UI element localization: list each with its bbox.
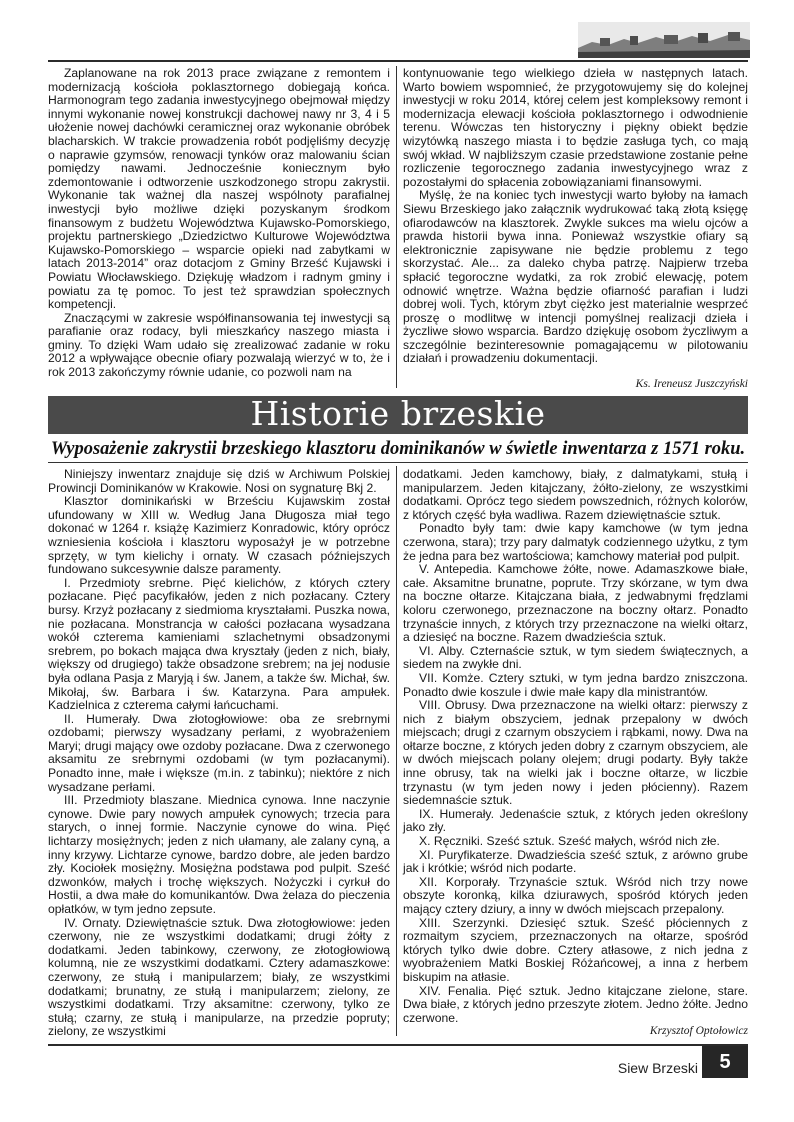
article2-paragraph: VIII. Obrusy. Dwa przeznaczone na wielki ołtarz: pierwszy z nich z białym obszyciem, jednak przepalony w dwóch miejscach; drugi z czarnym obszyciem i rąbkami, nowy. Dwa na ołtarze boczne, z których jeden dobry z czarnym obszyciem, ale w dwóch miejscach polany olejem; drugi podarty. Były także inne obrusy, tak na wielki jak i boczne ołtarze, w liczbie trzynastu (w tym jeden nowy i jeden płócienny). Razem siedemnaście sztuk. — [403, 698, 748, 808]
article2-column-left — [48, 468, 390, 1039]
article2-paragraph: III. Przedmioty blaszane. Miednica cynowa. Inne naczynie cynowe. Dwie pary nowych ampułek cynowych; trzecia para starych, o innej formie. Naczynie cynowe do wina. Pięć lichtarzy mosiężnych; jeden z nich ułamany, ale zalany cyną, a inny krzywy. Lichtarze cynowe, bardzo dobre, ale jeden bardzo zły. Kociołek mosiężny. Mosiężna podstawa pod pulpit. Sześć dzwonków, małych i trochę większych. Nożyczki i cyrkuł do Hostii, a dwa małe do komunikantów. Dwa żelaza do pieczenia opłatków, w tym jedno zepsute. — [48, 793, 390, 916]
article2-paragraph: Ponadto były tam: dwie kapy kamchowe (w tym jedna czerwona, stara); trzy pary dalmatyk codziennego użytku, z tym że jedna para bez wartościowa; kamchowy materiał pod pulpit. — [403, 521, 748, 563]
article2-paragraph: VI. Alby. Czternaście sztuk, w tym siedem świątecznych, a siedem na zwykłe dni. — [403, 643, 748, 672]
article2-paragraph: VII. Komże. Cztery sztuki, w tym jedna bardzo zniszczona. Ponadto dwie koszule i dwie małe kapy dla ministrantów. — [403, 670, 748, 699]
article2-paragraph: XI. Puryfikaterze. Dwadzieścia sześć sztuk, z arówno grube jak i krótkie; wśród nich podarte. — [403, 847, 748, 876]
article2-paragraph: IV. Ornaty. Dziewiętnaście sztuk. Dwa złotogłowiowe: jeden czerwony, nie ze wszystkimi dodatkami; drugi żółty z dodatkami. Jeden tabinkowy, czerwony, ze złotogłowiową kolumną, nie ze wszystkimi dodatkami. Cztery adamaszkowe: czerwony, ze stułą i manipularzem; biały, ze wszystkimi dodatkami; brunatny, ze stułą i manipularzem; zielony, ze wszystkimi dodatkami. Trzy aksamitne: czerwony, tylko ze stułą; czarny, ze stułą i manipularze, na przedzie popruty; zielony, ze wszystkimi — [48, 915, 390, 1039]
header-rule — [48, 60, 748, 62]
article2-paragraph: V. Antepedia. Kamchowe żółte, nowe. Adamaszkowe białe, całe. Aksamitne brunatne, poprute. Trzy skórzane, w tym dwa na boczne ołtarze. Kitajczana biała, z jedwabnymi frędzlami koloru czerwonego, przeznaczone na boczny ołtarz. Ponadto trzynaście innych, z których trzy przeznaczone na wielki ołtarz, a dziesięć na boczne. Razem dwadzieścia sztuk. — [403, 562, 748, 645]
article2-author: Krzysztof Optołowicz — [649, 1025, 748, 1037]
article1-paragraph: Znaczącymi w zakresie współfinansowania tej inwestycji są parafianie oraz rodacy, byli mieszkańcy naszego miasta i gminy. To dzięki Wam udało się zrealizować zadanie w roku 2012 a wpływające obecnie ofiary pozwalają wierzyć w to, że i rok 2013 zakończymy równie udanie, co pozwoli nam na — [48, 310, 390, 380]
landscape-photo-icon — [578, 22, 750, 58]
article2-paragraph: X. Ręczniki. Sześć sztuk. Sześć małych, wśród nich złe. — [419, 834, 720, 849]
column-divider — [396, 66, 397, 388]
footer-rule — [48, 1044, 748, 1046]
section-banner — [48, 396, 748, 434]
article1-paragraph: kontynuowanie tego wielkiego dzieła w następnych latach. Warto bowiem wspomnieć, że przygotowujemy się do kolejnej inwestycji w roku 2014, której celem jest kompleksowy remont i modernizacja elewacji kościoła poklasztornego i odwodnienie terenu. Wówczas ten historyczny i piękny obiekt będzie wizytówką naszego miasta i to będzie zasługa tych, co mają swój wkład. W najbliższym czasie przedstawione zostanie pełne rozliczenie tegorocznego zadania inwestycyjnego wraz z pozostałymi do spłacenia zobowiązaniami finansowymi. — [403, 66, 748, 189]
header-photo-strip — [578, 22, 750, 58]
article1-paragraph: Zaplanowane na rok 2013 prace związane z remontem i modernizacją kościoła poklasztornego dobiegają końca. Harmonogram tego zadania inwestycyjnego obejmował między innymi wykonanie nowej konstrukcji dachowej nawy nr 3, 4 i 5 ułożenie nowej dachówki ceramicznej oraz wykonanie obróbek blacharskich. W trakcie prowadzenia robót podjęliśmy decyzję o naprawie gzymsów, renowacji tynków oraz malowaniu ścian pomiędzy nawami. Jednocześnie koniecznym było zdemontowanie i odtworzenie uszkodzonego stropu zakrystii. Wykonanie tak ważnej dla naszej wspólnoty parafialnej inwestycji było możliwe dzięki pozyskanym środkom finansowym z budżetu Województwa Kujawsko-Pomorskiego, projektu partnerskiego „Dziedzictwo Kulturowe Województwa Kujawsko-Pomorskiego – wsparcie opieki nad zabytkami w latach 2013-2014” oraz dotacjom z Gminy Brześć Kujawski i Powiatu Włocławskiego. Dziękuję władzom i radnym gminy i powiatu za tę pomoc. To jest też sprawdzian społecznych kompetencji. — [48, 66, 390, 312]
article1-column-right — [403, 67, 748, 366]
article2-paragraph: dodatkami. Jeden kamchowy, biały, z dalmatykami, stułą i manipularzem. Jeden kitajczany, żółto-zielony, ze wszystkimi dodatkami. Oprócz tego siedem powszednich, różnych kolorów, z których część była wadliwa. Razem dziewiętnaście sztuk. — [403, 467, 748, 522]
article1-paragraph: Myślę, że na koniec tych inwestycji warto byłoby na łamach Siewu Brzeskiego jako załącznik wydrukować taką złotą księgę ofiarodawców na klasztorek. Zwykle sukces ma wielu ojców a prawda historii bywa inna. Ponieważ wszystkie ofiary są elektronicznie zapisywane nie będzie problemu z tego skorzystać. Ale... za daleko chyba patrzę. Najpierw trzeba spłacić tegoroczne wydatki, za rok zrobić elewację, potem odnowić wnętrze. Ważna będzie ofiarność parafian i ludzi dobrej woli. Tych, którym zbyt ciężko jest materialnie wesprzeć proszę o modlitwę w intencji pomyślnej realizacji dzieła i życzliwe słowo wsparcia. Bardzo dziękuję osobom życzliwym a szczególnie bezinteresownie pomagającemu w pilotowaniu działań i prowadzeniu dokumentacji. — [403, 188, 748, 366]
page-number: 5 — [702, 1046, 748, 1078]
article2-column-right — [403, 468, 748, 1025]
section-title: Historie brzeskie — [250, 394, 546, 433]
article2-paragraph: II. Humerały. Dwa złotogłowiowe: oba ze srebrnymi ozdobami; pierwszy wysadzany perłami, z wyobrażeniem Maryi; drugi mający owe ozdoby pozłacane. Dwa z czerwonego aksamitu ze srebrnymi ozdobami (w tym pozłacanymi). Ponadto inne, małe i większe (m.in. z tabinku); niektóre z nich wysadzane perłami. — [48, 711, 390, 794]
article2-paragraph: XII. Korporały. Trzynaście sztuk. Wśród nich trzy nowe obszyte koronką, kilka dziurawych, spośród których jeden mający cztery dziury, a inny w dwóch miejscach przepalony. — [403, 874, 748, 916]
subtitle-rule — [48, 462, 748, 463]
article1-column-left — [48, 67, 390, 380]
article2-paragraph: Niniejszy inwentarz znajduje się dziś w Archiwum Polskiej Prowincji Dominikanów w Krakowie. Nosi on sygnaturę Bkj 2. — [48, 467, 390, 495]
article2-subtitle: Wyposażenie zakrystii brzeskiego klasztoru dominikanów w świetle inwentarza z 1571 roku. — [50, 439, 746, 459]
article2-paragraph: IX. Humerały. Jedenaście sztuk, z których jeden określony jako zły. — [403, 806, 748, 835]
column-divider — [396, 466, 397, 1036]
article2-paragraph: Klasztor dominikański w Brześciu Kujawskim został ufundowany w XIII w. Według Jana Długosza miał tego dokonać w 1264 r. książę Kazimierz Konradowic, który oprócz wzniesienia kościoła i klasztoru wyposażył je w potrzebne sprzęty, w tym kielichy i ornaty. W czasach późniejszych fundowano sukcesywnie dalsze paramenty. — [48, 494, 390, 577]
footer-publication-name: Siew Brzeski — [617, 1060, 698, 1076]
article2-paragraph: XIV. Fenalia. Pięć sztuk. Jedno kitajczane zielone, stare. Dwa białe, z których jedno przeszyte złotem. Jedno żółte. Jedno czerwone. — [403, 983, 748, 1025]
article2-paragraph: XIII. Szerzynki. Dziesięć sztuk. Sześć płóciennych z rozmaitym szyciem, przeznaczonych na ołtarze, spośród których tylko dwie dobre. Cztery atłasowe, z nich jedna z wyobrażeniem Matki Boskiej Różańcowej, a inna z herbem biskupim na atłasie. — [403, 915, 748, 984]
article2-paragraph: I. Przedmioty srebrne. Pięć kielichów, z których cztery pozłacane. Pięć pacyfikałów, jeden z nich pozłacany. Cztery bursy. Krzyż pozłacany z siedmioma kryształami. Puszka nowa, nie pozłacana. Monstrancja w całości pozłacana wysadzana wokół czterema kamieniami szlachetnymi obsadzonymi srebrem, po bokach mająca dwa kryształy (jeden z nich, biały, większy od drugiego) także obsadzone srebrem; na jej nodusie była odlana Pasja z Maryją i św. Janem, a także św. Michał, św. Mikołaj, św. Barbara i św. Katarzyna. Para ampułek. Kadzielnica z czterema całymi łańcuchami. — [48, 575, 390, 713]
article1-author: Ks. Ireneusz Juszczyński — [635, 378, 748, 390]
